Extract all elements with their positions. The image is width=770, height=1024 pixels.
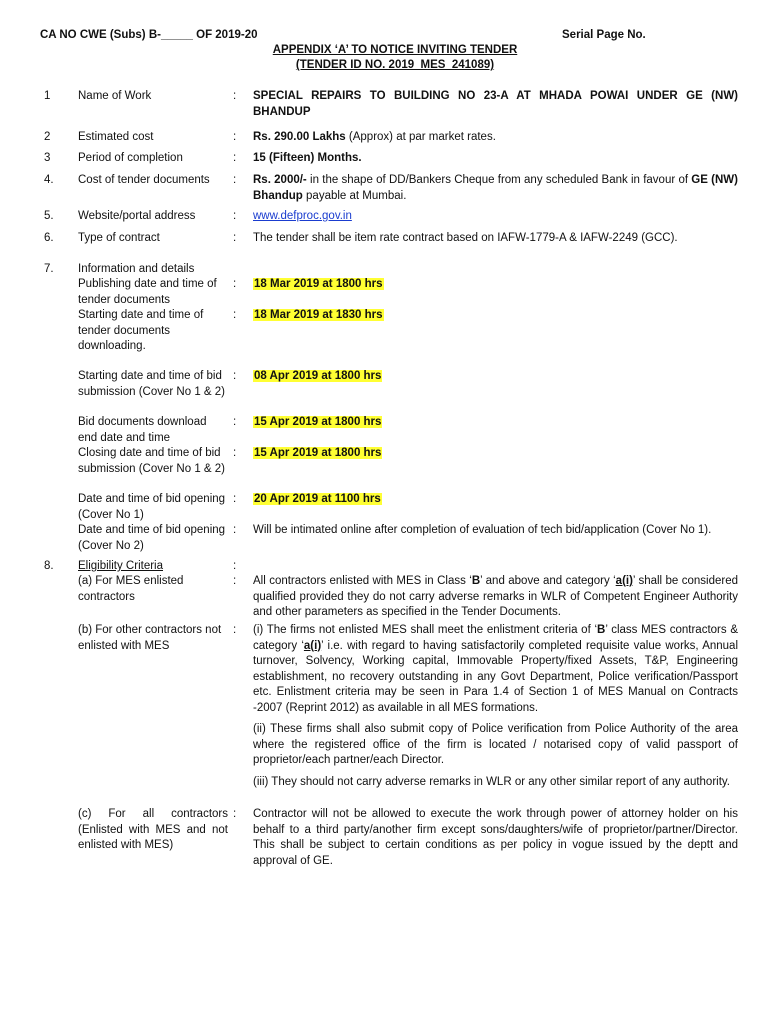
- text: All contractors enlisted with MES in Class ‘: [253, 575, 472, 587]
- estimated-cost-value: [253, 130, 738, 146]
- estimated-cost-note: (Approx) at par market rates.: [345, 131, 496, 143]
- row-label: (c) For all contractors (Enlisted with MES and not enlisted with MES): [78, 808, 228, 851]
- row-number: 7.: [44, 263, 54, 275]
- opening-cover2-value: Will be intimated online after completion of evaluation of tech bid/application (Cover No 1).: [253, 524, 712, 536]
- row-number: 5.: [44, 210, 54, 222]
- row-number: 6.: [44, 232, 54, 244]
- row-label: Date and time of bid opening (Cover No 2): [78, 524, 226, 552]
- eligibility-b-value: [253, 623, 738, 796]
- colon: :: [233, 174, 237, 186]
- row-label: Type of contract: [78, 232, 160, 244]
- text: ’ and above and category ‘: [480, 575, 616, 587]
- row-label: (b) For other contractors not enlisted with MES: [78, 624, 222, 652]
- tender-cost-value: [253, 173, 738, 204]
- row-number: 2: [44, 131, 51, 143]
- colon: :: [233, 278, 237, 290]
- download-end-value: 15 Apr 2019 at 1800 hrs: [254, 416, 382, 428]
- publishing-date-value: 18 Mar 2019 at 1800 hrs: [254, 278, 383, 290]
- row-number: 1: [44, 90, 51, 102]
- appendix-title: APPENDIX ‘A’ TO NOTICE INVITING TENDER: [272, 44, 518, 56]
- tender-cost-text: in the shape of DD/Bankers Cheque from any scheduled Bank in favour of: [306, 174, 692, 186]
- category-ai: a(i): [303, 639, 322, 652]
- tender-cost-payee: GE (NW) Bhandup: [253, 174, 738, 202]
- row-label: Estimated cost: [78, 131, 154, 143]
- colon: :: [233, 131, 237, 143]
- eligibility-b-para-1: [253, 623, 738, 716]
- colon: :: [233, 447, 237, 459]
- colon: :: [233, 524, 237, 536]
- text: (i) The firms not enlisted MES shall meet the enlistment criteria of ‘: [253, 624, 598, 636]
- class-b: B: [471, 575, 481, 587]
- colon: :: [233, 493, 237, 505]
- row-label: Cost of tender documents: [78, 174, 210, 186]
- eligibility-b-para-2: (ii) These firms shall also submit copy of Police verification from Police Authority of the area where the registered office of the firm is located / notarised copy of valid passport of proprietor/each partner/each Director.: [253, 723, 738, 766]
- row-label: Date and time of bid opening (Cover No 1): [78, 493, 226, 521]
- colon: :: [233, 152, 237, 164]
- row-label: Eligibility Criteria: [78, 560, 163, 572]
- contract-type-value: The tender shall be item rate contract based on IAFW-1779-A & IAFW-2249 (GCC).: [253, 232, 678, 244]
- text: ’ shall be considered qualified provided they do not carry adverse remarks in WLR of Competent Engineer Authority and other parameters as specified in the Tender Documents.: [253, 575, 738, 618]
- colon: :: [233, 210, 237, 222]
- row-label: Information and details: [78, 263, 195, 275]
- text: ’ i.e. with regard to having satisfactorily completed requisite value works, Annual turnover, Solvency, Working capital, Immovable Property/fixed Assets, T&P, Engineering establishment, no recovery outstanding in any Govt Department, Police verification/Passport etc. Enlistment criteria may be seen in Para 1.4 of Section 1 of MES Manual on Contracts -2007 (Reprint 2012) as available in all MES formations.: [253, 639, 738, 714]
- colon: :: [233, 309, 237, 321]
- text: ’ class MES contractors & category ‘: [253, 624, 738, 652]
- colon: :: [233, 416, 237, 428]
- contract-number: CA NO CWE (Subs) B-_____ OF 2019-20: [40, 29, 258, 41]
- row-number: 8.: [44, 560, 54, 572]
- bid-close-value: 15 Apr 2019 at 1800 hrs: [254, 447, 382, 459]
- colon: :: [233, 370, 237, 382]
- row-label: Bid documents download end date and time: [78, 416, 207, 444]
- tender-id: (TENDER ID NO. 2019_MES_241089): [295, 59, 495, 71]
- name-of-work-value: SPECIAL REPAIRS TO BUILDING NO 23-A AT MHADA POWAI UNDER GE (NW) BHANDUP: [253, 90, 738, 118]
- row-label: Closing date and time of bid submission (Cover No 1 & 2): [78, 447, 225, 475]
- download-start-value: 18 Mar 2019 at 1830 hrs: [254, 309, 383, 321]
- colon: :: [233, 90, 237, 102]
- eligibility-a-value: [253, 574, 738, 621]
- category-ai: a(i): [615, 575, 633, 587]
- row-label: Period of completion: [78, 152, 183, 164]
- colon: :: [233, 232, 237, 244]
- colon: :: [233, 624, 237, 636]
- eligibility-c-value: Contractor will not be allowed to execute the work through power of attorney holder on his behalf to a third party/another firm except sons/daughters/wife of proprietor/partner/Director. This shall be subject to certain conditions as per policy in vogue issued by the deptt and approval of GE.: [253, 808, 738, 867]
- colon: :: [233, 575, 237, 587]
- bid-start-value: 08 Apr 2019 at 1800 hrs: [254, 370, 382, 382]
- row-label: Starting date and time of tender documents downloading.: [78, 309, 204, 352]
- eligibility-b-para-3: (iii) They should not carry adverse remarks in WLR or any other similar report of any authority.: [253, 775, 731, 788]
- serial-page-no: Serial Page No.: [562, 29, 646, 41]
- row-label: Publishing date and time of tender documents: [78, 278, 217, 306]
- class-b: B: [597, 624, 606, 636]
- row-number: 3: [44, 152, 51, 164]
- opening-cover1-value: 20 Apr 2019 at 1100 hrs: [254, 493, 381, 505]
- row-label: Starting date and time of bid submission (Cover No 1 & 2): [78, 370, 225, 398]
- tender-cost-text-end: payable at Mumbai.: [302, 189, 407, 202]
- row-number: 4.: [44, 174, 54, 186]
- colon: :: [233, 560, 237, 572]
- estimated-cost-amount: Rs. 290.00 Lakhs: [253, 131, 346, 143]
- row-label: Website/portal address: [78, 210, 196, 222]
- row-label: Name of Work: [78, 90, 152, 102]
- tender-cost-amount: Rs. 2000/-: [253, 174, 307, 186]
- website-link[interactable]: www.defproc.gov.in: [253, 210, 352, 222]
- period-value: 15 (Fifteen) Months.: [253, 152, 362, 164]
- colon: :: [233, 808, 237, 820]
- row-label: (a) For MES enlisted contractors: [78, 575, 184, 603]
